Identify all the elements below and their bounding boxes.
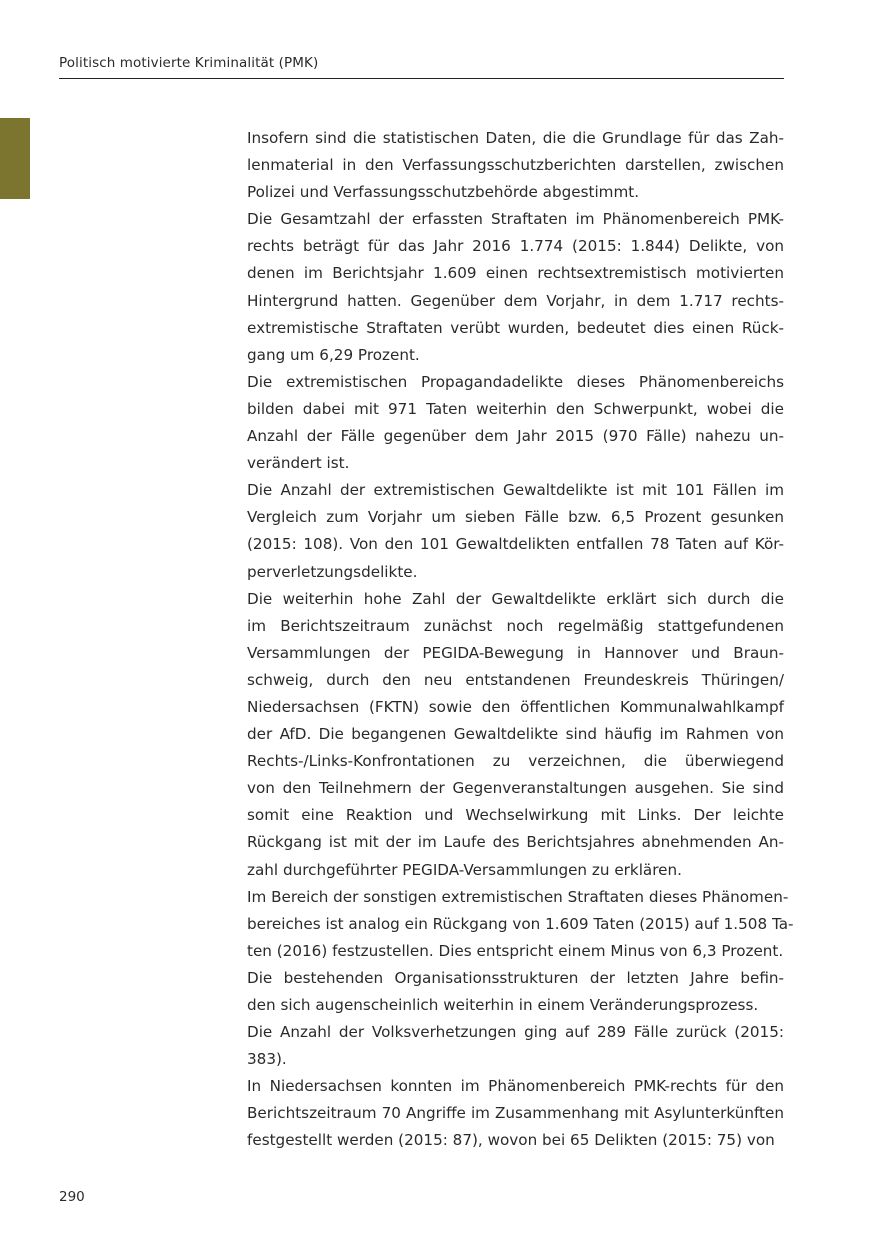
text-line: Die extremistischen Propagandadelikte dieses Phänomenbereichs xyxy=(247,372,784,391)
text-line: Rückgang ist mit der im Laufe des Berichtsjahres abnehmenden An- xyxy=(247,833,784,852)
text-line: lenmaterial in den Verfassungsschutzberichten darstellen, zwischen xyxy=(247,156,784,175)
text-line: Die weiterhin hohe Zahl der Gewaltdelikte erklärt sich durch die xyxy=(247,589,784,608)
paragraph xyxy=(247,965,784,1019)
text-line: der AfD. Die begangenen Gewaltdelikte sind häufig im Rahmen von xyxy=(247,725,784,744)
text-line: festgestellt werden (2015: 87), wovon bei 65 Delikten (2015: 75) von xyxy=(247,1131,775,1150)
text-line: rechts beträgt für das Jahr 2016 1.774 (2015: 1.844) Delikte, von xyxy=(247,237,784,256)
text-line: Im Bereich der sonstigen extremistischen Straftaten dieses Phänomen- xyxy=(247,887,789,906)
text-line: Die Anzahl der extremistischen Gewaltdelikte ist mit 101 Fällen im xyxy=(247,481,784,500)
text-line: Niedersachsen (FKTN) sowie den öffentlichen Kommunalwahlkampf xyxy=(247,697,784,716)
text-line: Vergleich zum Vorjahr um sieben Fälle bzw. 6,5 Prozent gesunken xyxy=(247,508,784,527)
text-line: Die Gesamtzahl der erfassten Straftaten im Phänomenbereich PMK- xyxy=(247,210,784,229)
chapter-color-tab xyxy=(0,118,30,199)
text-line: Polizei und Verfassungsschutzbehörde abgestimmt. xyxy=(247,183,640,202)
paragraph xyxy=(247,1019,784,1073)
text-line: perverletzungsdelikte. xyxy=(247,562,418,581)
text-line: Insofern sind die statistischen Daten, die die Grundlage für das Zah- xyxy=(247,129,784,147)
paragraph xyxy=(247,477,784,585)
text-line: zahl durchgeführter PEGIDA-Versammlungen zu erklären. xyxy=(247,860,682,879)
body-text xyxy=(247,125,794,1155)
text-line: Rechts-/Links-Konfrontationen zu verzeichnen, die überwiegend xyxy=(247,752,784,771)
text-line: In Niedersachsen konnten im Phänomenbereich PMK-rechts für den xyxy=(247,1077,784,1096)
header-rule xyxy=(59,78,784,79)
text-line: von den Teilnehmern der Gegenveranstaltungen ausgehen. Sie sind xyxy=(247,779,784,798)
paragraph xyxy=(247,884,794,965)
text-line: ten (2016) festzustellen. Dies entspricht einem Minus von 6,3 Prozent. xyxy=(247,941,784,960)
text-line: denen im Berichtsjahr 1.609 einen rechtsextremistisch motivierten xyxy=(247,264,784,283)
running-header-title: Politisch motivierte Kriminalität (PMK) xyxy=(59,55,319,71)
text-line: Anzahl der Fälle gegenüber dem Jahr 2015 (970 Fälle) nahezu un- xyxy=(247,427,784,446)
text-line: bilden dabei mit 971 Taten weiterhin den Schwerpunkt, wobei die xyxy=(247,399,784,418)
text-line: verändert ist. xyxy=(247,454,350,473)
text-line: Versammlungen der PEGIDA-Bewegung in Hannover und Braun- xyxy=(247,643,784,662)
text-line: Berichtszeitraum 70 Angriffe im Zusammenhang mit Asylunterkünften xyxy=(247,1104,784,1123)
text-line: gang um 6,29 Prozent. xyxy=(247,345,420,364)
text-line: Die Anzahl der Volksverhetzungen ging auf 289 Fälle zurück (2015: xyxy=(247,1023,784,1042)
page-number: 290 xyxy=(59,1189,85,1205)
text-line: schweig, durch den neu entstandenen Freundeskreis Thüringen/ xyxy=(247,670,784,689)
paragraph xyxy=(247,586,784,884)
text-line: extremistische Straftaten verübt wurden, bedeutet dies einen Rück- xyxy=(247,318,784,337)
text-line: (2015: 108). Von den 101 Gewaltdelikten entfallen 78 Taten auf Kör- xyxy=(247,535,784,554)
text-line: Hintergrund hatten. Gegenüber dem Vorjahr, in dem 1.717 rechts- xyxy=(247,291,784,310)
text-line: 383). xyxy=(247,1050,287,1069)
text-line: Die bestehenden Organisationsstrukturen der letzten Jahre befin- xyxy=(247,968,784,987)
paragraph xyxy=(247,369,784,477)
text-line: somit eine Reaktion und Wechselwirkung mit Links. Der leichte xyxy=(247,806,784,825)
text-line: bereiches ist analog ein Rückgang von 1.609 Taten (2015) auf 1.508 Ta- xyxy=(247,914,794,933)
text-line: den sich augenscheinlich weiterhin in einem Veränderungsprozess. xyxy=(247,996,759,1014)
paragraph xyxy=(247,1073,784,1154)
paragraph xyxy=(247,206,784,369)
paragraph xyxy=(247,125,784,206)
text-line: im Berichtszeitraum zunächst noch regelmäßig stattgefundenen xyxy=(247,616,784,635)
